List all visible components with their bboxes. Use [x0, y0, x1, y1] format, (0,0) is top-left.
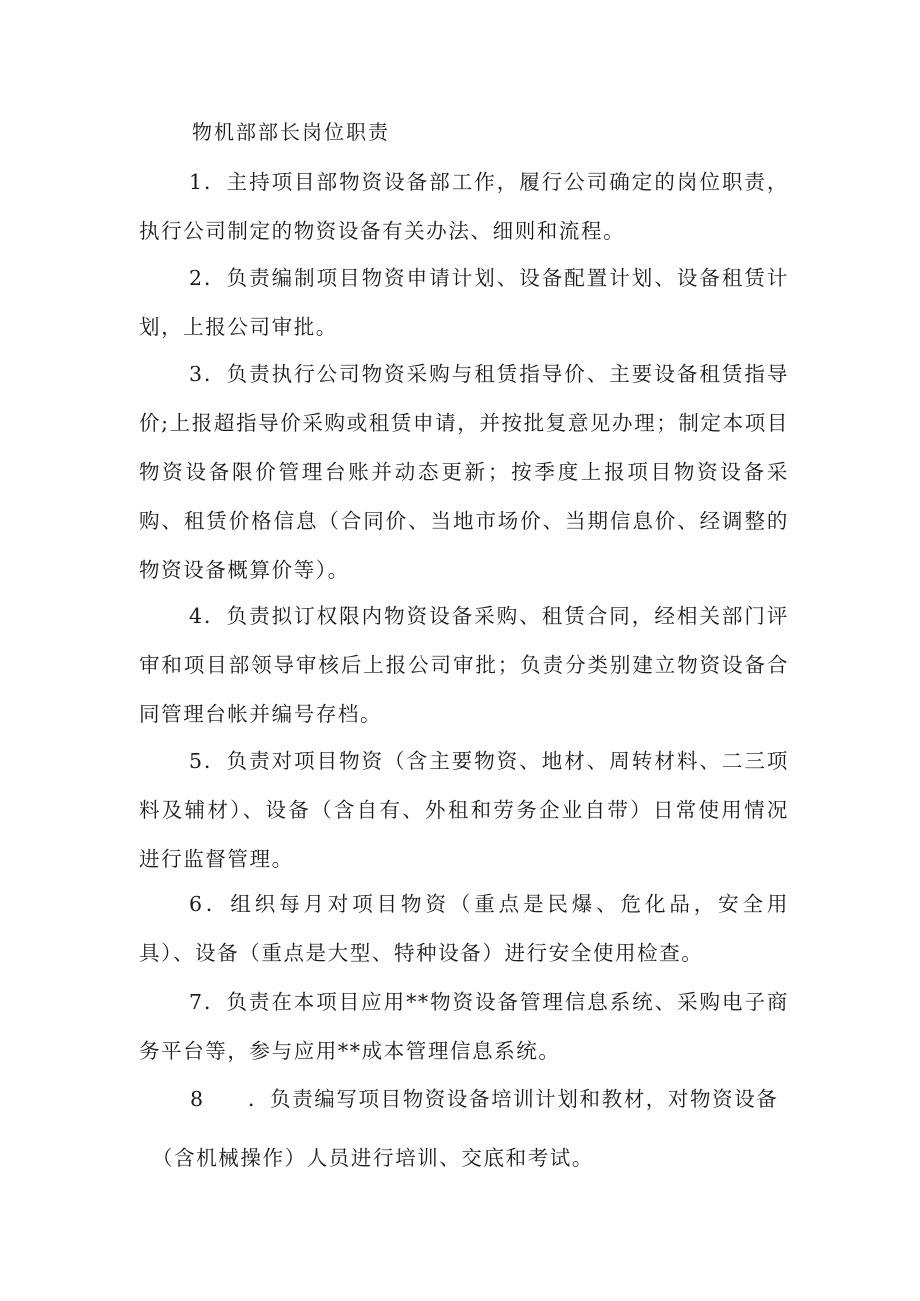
paragraph-8-second-line: （含机械操作）人员进行培训、交底和考试。: [152, 1146, 594, 1170]
paragraph-2: 2．负责编制项目物资申请计划、设备配置计划、设备租赁计划，上报公司审批。: [139, 266, 789, 339]
paragraph-8-text: ．负责编写项目物资设备培训计划和教材，对物资设备: [248, 1087, 779, 1111]
paragraph-8-first-line: [190, 1075, 778, 1124]
paragraph-5: 5．负责对项目物资（含主要物资、地材、周转材料、二三项料及辅材）、设备（含自有、外租和劳务企业自带）日常使用情况进行监督管理。: [139, 749, 789, 871]
paragraph-4: 4．负责拟订权限内物资设备采购、租赁合同，经相关部门评审和项目部领导审核后上报公司审批；负责分类别建立物资设备合同管理台帐并编号存档。: [139, 604, 789, 726]
paragraph-6: 6．组织每月对项目物资（重点是民爆、危化品，安全用具）、设备（重点是大型、特种设备）进行安全使用检查。: [139, 892, 789, 965]
paragraph-1: 1．主持项目部物资设备部工作，履行公司确定的岗位职责，执行公司制定的物资设备有关办法、细则和流程。: [139, 170, 789, 243]
paragraph-7: 7．负责在本项目应用**物资设备管理信息系统、采购电子商务平台等，参与应用**成本管理信息系统。: [139, 990, 789, 1063]
paragraph-3: 3．负责执行公司物资采购与租赁指导价、主要设备租赁指导价;上报超指导价采购或租赁申请，并按批复意见办理；制定本项目物资设备限价管理台账并动态更新；按季度上报项目物资设备采购、租赁价格信息（合同价、当地市场价、当期信息价、经调整的物资设备概算价等）。: [139, 362, 789, 582]
paragraph-8-number: 8: [190, 1087, 205, 1111]
document-title: 物机部部长岗位职责: [192, 120, 390, 144]
